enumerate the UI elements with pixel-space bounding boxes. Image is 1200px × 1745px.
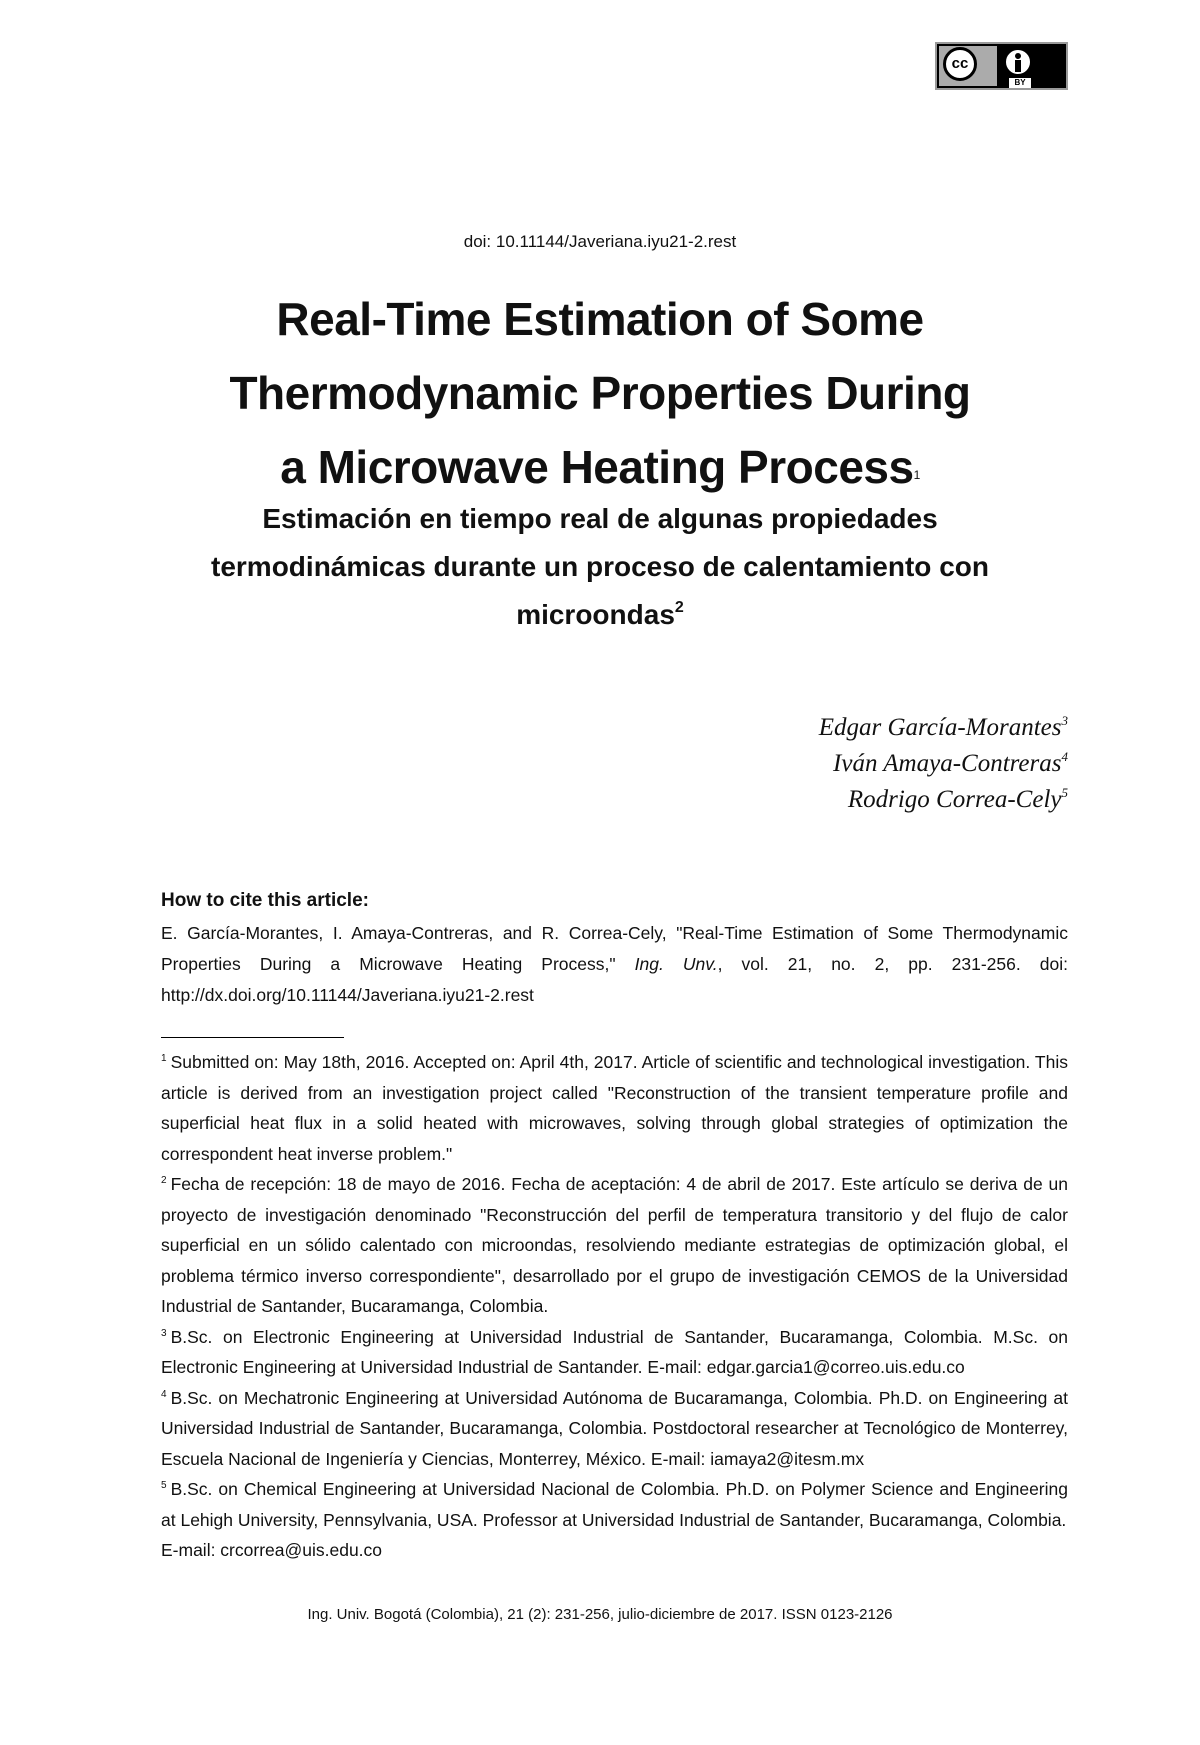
article-subtitle — [150, 495, 1050, 639]
footnote-mark: 5 — [1061, 785, 1068, 800]
citation-before: E. García-Morantes, I. Amaya-Contreras, and R. Correa-Cely, "Real-Time Estimation of Some Thermodynamic Properties During a Microwave Heating Process," — [161, 923, 1068, 974]
article-title — [150, 282, 1050, 512]
footnote — [161, 1474, 1068, 1535]
footnote-divider — [161, 1037, 344, 1038]
person-head-icon — [1015, 53, 1021, 59]
footnote-text: Submitted on: May 18th, 2016. Accepted on: April 4th, 2017. Article of scientific and technological investigation. This article is derived from an investigation project called "Reconstruction of the transient temperature profile and superficial heat flux in a solid heated with microwaves, solving through global strategies of optimization the correspondent heat inverse problem." — [161, 1052, 1068, 1164]
footnote — [161, 1169, 1068, 1322]
citation-after: , vol. 21, no. 2, pp. 231-256. doi: http://dx.doi.org/10.11144/Javeriana.iyu21-2.rest — [161, 954, 1068, 1005]
author-name: Rodrigo Correa-Cely — [847, 786, 1062, 813]
footnote-mark: 5 — [161, 1480, 167, 1491]
footnote-mark: 2 — [161, 1175, 167, 1186]
author-name: Edgar García-Morantes — [818, 714, 1062, 741]
citation-text — [161, 918, 1068, 1011]
footnote — [161, 1322, 1068, 1383]
footnote-text: B.Sc. on Chemical Engineering at Universidad Nacional de Colombia. Ph.D. on Polymer Science and Engineering at Lehigh University, Pennsylvania, USA. Professor at Universidad Industrial de Santander, Bucaramanga, Colombia. — [161, 1479, 1068, 1530]
by-label: BY — [1009, 78, 1031, 88]
author — [819, 782, 1068, 818]
footnotes — [161, 1047, 1068, 1566]
footnote-mark: 3 — [1061, 713, 1068, 728]
footnote-text: B.Sc. on Electronic Engineering at Universidad Industrial de Santander, Bucaramanga, Colombia. M.Sc. on Electronic Engineering at Universidad Industrial de Santander. E-mail: edgar.garcia1@correo.uis.edu.co — [161, 1326, 1068, 1377]
cc-icon: cc — [943, 47, 977, 81]
footnote-mark: 1 — [913, 468, 920, 482]
author-name: Iván Amaya-Contreras — [833, 750, 1062, 777]
footnote-text: Fecha de recepción: 18 de mayo de 2016. Fecha de aceptación: 4 de abril de 2017. Este artículo se deriva de un proyecto de investigación denominado "Reconstrucción del perfil de temperatura transitorio y del flujo de calor superficial en un sólido calentado con microondas, resolviendo mediante estrategias de optimización global, el problema térmico inverso correspondiente", desarrollado por el grupo de investigación CEMOS de la Universidad Industrial de Santander, Bucaramanga, Colombia. — [161, 1174, 1068, 1316]
footnote-mark: 2 — [674, 599, 684, 616]
footnote-mark: 4 — [161, 1388, 167, 1400]
subtitle-line: Estimación en tiempo real de algunas propiedades — [262, 503, 938, 534]
title-line: Real-Time Estimation of Some — [276, 293, 924, 345]
footnote-mark: 1 — [161, 1053, 167, 1064]
author-list — [819, 710, 1068, 818]
author — [819, 710, 1068, 746]
title-line: Thermodynamic Properties During — [229, 367, 971, 419]
subtitle-line: termodinámicas durante un proceso de calentamiento con — [211, 551, 989, 582]
page-footer: Ing. Univ. Bogotá (Colombia), 21 (2): 231-256, julio-diciembre de 2017. ISSN 0123-2126 — [307, 1606, 893, 1623]
doi: doi: 10.11144/Javeriana.iyu21-2.rest — [463, 232, 737, 251]
footnote-email-line: E-mail: crcorrea@uis.edu.co — [161, 1540, 383, 1560]
footnote — [161, 1047, 1068, 1169]
license-badge — [935, 42, 1068, 90]
citation-heading: How to cite this article: — [161, 890, 369, 911]
author — [819, 746, 1068, 782]
person-body-icon — [1015, 60, 1021, 72]
footnote — [161, 1383, 1068, 1475]
footnote-mark: 4 — [1061, 749, 1068, 764]
subtitle-line: microondas — [516, 599, 675, 630]
by-icon — [1003, 47, 1033, 77]
title-line: a Microwave Heating Process — [280, 441, 914, 493]
footnote-text: B.Sc. on Mechatronic Engineering at Universidad Autónoma de Bucaramanga, Colombia. Ph.D. on Engineering at Universidad Industrial de Santander, Bucaramanga, Colombia. Postdoctoral researcher at Tecnológico de Monterrey, Escuela Nacional de Ingeniería y Ciencias, Monterrey, México. E-mail: iamaya2@itesm.mx — [161, 1387, 1068, 1469]
citation-journal: Ing. Unv. — [634, 954, 718, 974]
footnote-mark: 3 — [161, 1327, 167, 1339]
